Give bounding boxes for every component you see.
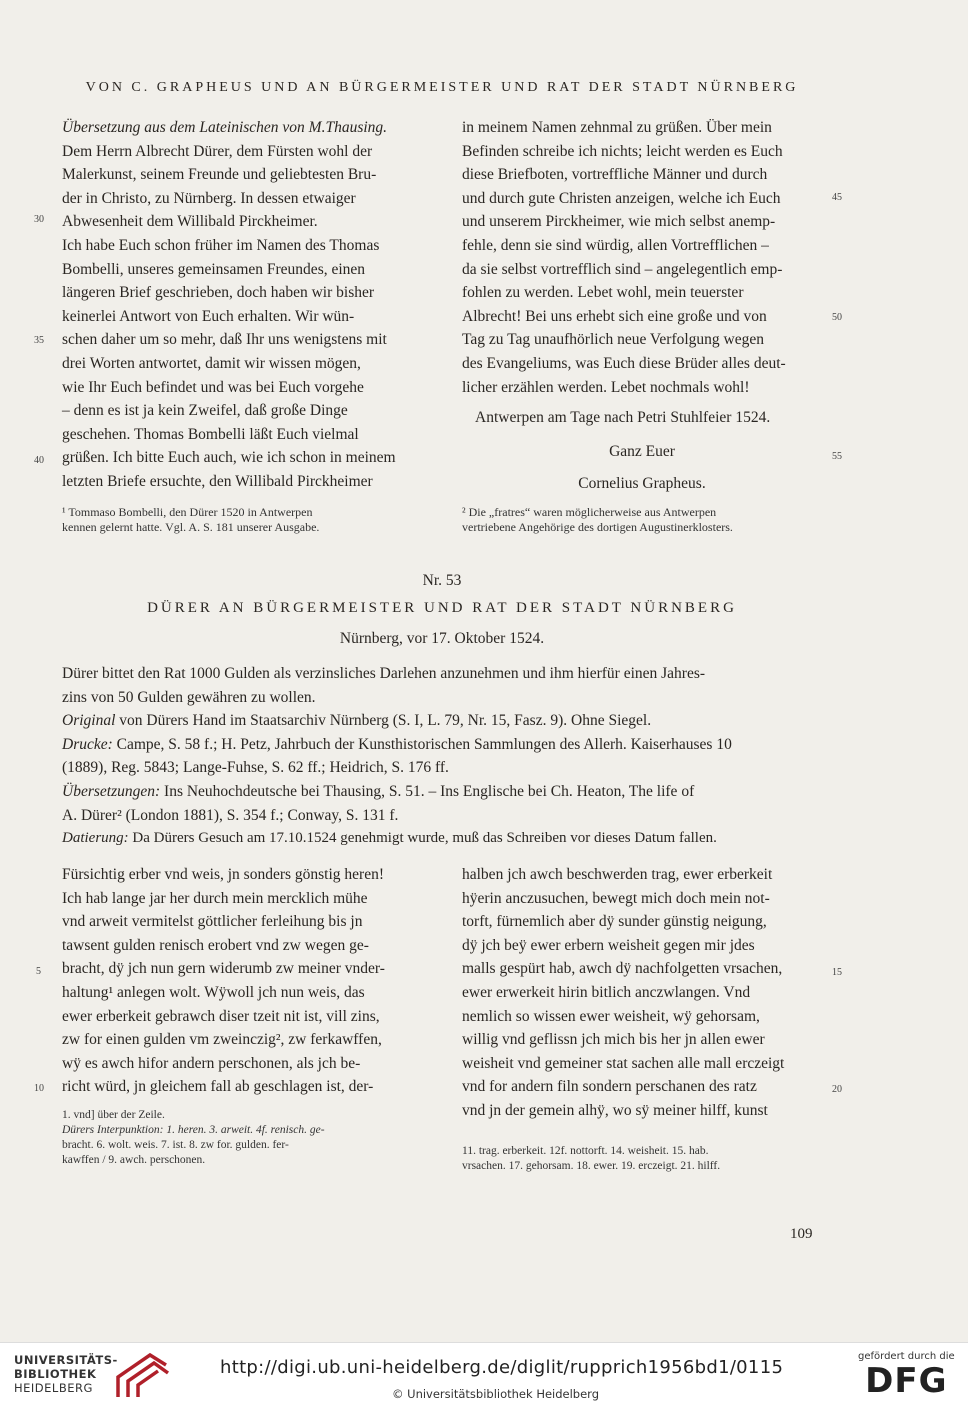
text-line: und unserem Pirckheimer, wie mich selbst anemp- xyxy=(462,213,776,231)
original-text: von Dürers Hand im Staatsarchiv Nürnberg (S. I, L. 79, Nr. 15, Fasz. 9). Ohne Siegel. xyxy=(115,712,652,730)
line-number: 30 xyxy=(34,214,44,225)
original-left-column xyxy=(62,863,420,1099)
library-logo[interactable] xyxy=(14,1353,118,1395)
text-line: malls gespürt hab, awch dÿ nachfolgetten vrsachen, xyxy=(462,960,783,978)
text-line: ewer erberkeit gebrawch diser tzeit nit ist, vill zins, xyxy=(62,1007,380,1025)
copyright-notice: © Universitätsbibliothek Heidelberg xyxy=(392,1387,600,1401)
text-line: nemlich so wissen ewer weisheit, wÿ gehorsam, xyxy=(462,1007,760,1025)
text-line: wie Ihr Euch befindet und was bei Euch vorgehe xyxy=(62,378,364,396)
text-line: und durch gute Christen anzeigen, welche ich Euch xyxy=(462,189,781,207)
drucke-line: (1889), Reg. 5843; Lange-Fuhse, S. 62 ff.; Heidrich, S. 176 ff. xyxy=(62,759,449,777)
text-line: tawsent gulden renisch erobert vnd zw wegen ge- xyxy=(62,936,369,954)
closing-date: Antwerpen am Tage nach Petri Stuhlfeier 1524. xyxy=(475,409,771,426)
apparatus-line: 1. vnd] über der Zeile. xyxy=(62,1109,165,1121)
datierung-line xyxy=(62,827,822,851)
line-number: 40 xyxy=(34,455,44,466)
text-line: letzten Briefe ersuchte, den Willibald Pirckheimer xyxy=(62,472,373,490)
text-line: Fürsichtig erber vnd weis, jn sonders gönstig heren! xyxy=(62,866,384,883)
uebers-line xyxy=(62,780,822,804)
text-line: weisheit vnd gemeiner stat sachen alle mall erczeigt xyxy=(462,1054,785,1072)
text-line: längeren Brief geschrieben, doch haben wir bisher xyxy=(62,284,375,302)
text-line: wÿ es awch hifor andern perschonen, als jch be- xyxy=(62,1054,361,1072)
uebers-line: A. Dürer² (London 1881), S. 354 f.; Conway, S. 131 f. xyxy=(62,806,399,824)
text-line: diese Briefboten, vortreffliche Männer und durch xyxy=(462,166,768,184)
text-line: licher erzählen werden. Lebet nochmals wohl! xyxy=(462,378,750,396)
uebers-text: Ins Neuhochdeutsche bei Thausing, S. 51. – Ins Englische bei Ch. Heaton, The life of xyxy=(160,782,695,800)
text-line: vnd jn der gemein alhÿ, wo sÿ meiner hilff, kunst xyxy=(462,1101,768,1119)
text-line: vnd arweit vermitelst göttlicher ferleihung bis jn xyxy=(62,913,363,931)
text-line: bracht, dÿ jch nun gern widerumb zw meiner vnder- xyxy=(62,960,385,978)
text-line: keinerlei Antwort von Euch erhalten. Wir wün- xyxy=(62,307,355,325)
apparatus-line: bracht. 6. wolt. weis. 7. ist. 8. zw for. gulden. fer- xyxy=(62,1139,289,1151)
letter-left-column xyxy=(62,116,420,494)
text-line: hÿerin anczusuchen, bewegt mich doch mein not- xyxy=(462,889,770,907)
text-line: fehle, denn sie sind würdig, allen Vortrefflichen – xyxy=(462,236,769,254)
original-right-column xyxy=(462,863,822,1123)
text-line: der in Christo, zu Nürnberg. In dessen etwaiger xyxy=(62,189,356,207)
section-date: Nürnberg, vor 17. Oktober 1524. xyxy=(339,630,545,647)
footnote-line: vertriebene Angehörige des dortigen Augustinerklosters. xyxy=(462,520,733,534)
datierung-text: Da Dürers Gesuch am 17.10.1524 genehmigt wurde, muß das Schreiben vor dieses Datum fallen. xyxy=(128,830,717,847)
apparatus-left xyxy=(62,1108,420,1168)
text-line: Abwesenheit dem Willibald Pirckheimer. xyxy=(62,213,318,231)
drucke-line xyxy=(62,733,822,757)
section-title: DÜRER AN BÜRGERMEISTER UND RAT DER STADT NÜRNBERG xyxy=(147,600,737,616)
text-line: grüßen. Ich bitte Euch auch, wie ich schon in meinem xyxy=(62,449,396,467)
text-line: torft, fürnemlich aber dÿ sunder günstig neigung, xyxy=(462,913,767,931)
text-line: dÿ jch beÿ ewer erbern weisheit gegen mir jdes xyxy=(462,936,755,954)
text-line: richt würd, jn gleichem fall ab geschlagen ist, der- xyxy=(62,1078,374,1096)
text-line: des Evangeliums, was Euch diese Brüder alles deut- xyxy=(462,354,786,372)
text-line: Befinden schreibe ich nichts; leicht werden es Euch xyxy=(462,142,783,160)
line-number: 15 xyxy=(832,967,842,978)
text-line: Albrecht! Bei uns erhebt sich eine große und von xyxy=(462,307,767,325)
dfg-logo[interactable] xyxy=(858,1351,955,1400)
text-line: – denn es ist ja kein Zweifel, daß große Dinge xyxy=(62,402,348,420)
line-number: 50 xyxy=(832,312,842,323)
letter-right-column xyxy=(462,116,822,399)
text-line: Dem Herrn Albrecht Dürer, dem Fürsten wohl der xyxy=(62,142,373,160)
dfg-logo-text: DFG xyxy=(865,1361,948,1401)
line-number: 10 xyxy=(34,1083,44,1094)
text-line: Ich hab lange jar her durch mein mercklich mühe xyxy=(62,889,368,907)
text-line: Tag zu Tag unaufhörlich neue Verfolgung wegen xyxy=(462,331,764,349)
translation-note: Übersetzung aus dem Lateinischen von M.Thausing. xyxy=(62,119,388,136)
library-name-line: BIBLIOTHEK xyxy=(14,1367,97,1381)
original-label: Original xyxy=(62,712,116,730)
line-number: 55 xyxy=(832,451,842,462)
section-abstract xyxy=(62,662,822,851)
footnote-line: ² Die „fratres“ waren möglicherweise aus Antwerpen xyxy=(462,505,717,519)
drucke-text: Campe, S. 58 f.; H. Petz, Jahrbuch der Kunsthistorischen Sammlungen des Allerh. Kaiserhauses 10 xyxy=(112,735,732,753)
datierung-label: Datierung: xyxy=(62,830,129,847)
text-line: in meinem Namen zehnmal zu grüßen. Über mein xyxy=(462,119,772,136)
closing-salutation: Ganz Euer xyxy=(609,443,675,460)
dfg-caption: gefördert durch die xyxy=(858,1351,955,1362)
text-line: schen daher um so mehr, daß Ihr uns wenigstens mit xyxy=(62,331,387,349)
original-line xyxy=(62,709,822,733)
footnote-line: kennen gelernt hatte. Vgl. A. S. 181 unserer Ausgabe. xyxy=(62,520,320,534)
line-number: 35 xyxy=(34,335,44,346)
text-line: Ich habe Euch schon früher im Namen des Thomas xyxy=(62,236,380,254)
page-number: 109 xyxy=(790,1226,813,1242)
text-line: ewer erwerkeit hirin bitlich anczwlangen. Vnd xyxy=(462,983,751,1001)
text-line: halben jch awch beschwerden trag, ewer erberkeit xyxy=(462,866,773,883)
permalink-url[interactable]: http://digi.ub.uni-heidelberg.de/diglit/rupprich1956bd1/0115 xyxy=(220,1357,784,1378)
apparatus-line: Dürers Interpunktion: 1. heren. 3. arweit. 4f. renisch. ge- xyxy=(62,1124,325,1136)
apparatus-line: 11. trag. erberkeit. 12f. nottorft. 14. weisheit. 15. hab. xyxy=(462,1145,709,1157)
text-line: vnd for andern filn sondern perschanen des ratz xyxy=(462,1078,757,1096)
drucke-label: Drucke: xyxy=(62,735,113,753)
text-line: zw for einen gulden vm zweinczig², zw ferkawffen, xyxy=(62,1031,382,1049)
text-line: willig vnd geflissn jch mich bis her jn allen ewer xyxy=(462,1031,765,1049)
apparatus-line: vrsachen. 17. gehorsam. 18. ewer. 19. erczeigt. 21. hilff. xyxy=(462,1160,721,1172)
digitization-footer xyxy=(0,1342,968,1413)
running-header: VON C. GRAPHEUS UND AN BÜRGERMEISTER UND RAT DER STADT NÜRNBERG xyxy=(85,80,799,95)
library-name-line: HEIDELBERG xyxy=(14,1381,93,1395)
summary-line: zins von 50 Gulden gewähren zu wollen. xyxy=(62,688,316,706)
apparatus-line: kawffen / 9. awch. perschonen. xyxy=(62,1154,206,1166)
closing-name: Cornelius Grapheus. xyxy=(578,475,706,492)
line-number: 5 xyxy=(36,966,41,977)
section-number: Nr. 53 xyxy=(422,572,462,589)
text-line: fohlen zu werden. Lebet wohl, mein teuerster xyxy=(462,284,744,302)
text-line: Bombelli, unseres gemeinsamen Freundes, einen xyxy=(62,260,366,278)
text-line: Malerkunst, seinem Freunde und geliebtesten Bru- xyxy=(62,166,377,184)
library-name-line: UNIVERSITÄTS- xyxy=(14,1353,118,1367)
text-line: da sie selbst vortrefflich sind – angelegentlich emp- xyxy=(462,260,783,278)
footnote-right xyxy=(462,505,822,535)
text-line: geschehen. Thomas Bombelli läßt Euch vielmal xyxy=(62,425,359,443)
footnote-line: ¹ Tommaso Bombelli, den Dürer 1520 in Antwerpen xyxy=(62,505,313,519)
uebers-label: Übersetzungen: xyxy=(62,782,161,800)
text-line: drei Worten antwortet, damit wir wissen mögen, xyxy=(62,354,361,372)
library-emblem-icon xyxy=(110,1349,180,1399)
summary-line: Dürer bittet den Rat 1000 Gulden als verzinsliches Darlehen anzunehmen und ihm hierfür einen Jahres- xyxy=(62,665,706,682)
line-number: 20 xyxy=(832,1084,842,1095)
text-line: haltung¹ anlegen wolt. Wÿwoll jch nun weis, das xyxy=(62,983,365,1001)
apparatus-right xyxy=(462,1144,822,1174)
line-number: 45 xyxy=(832,192,842,203)
footnote-left xyxy=(62,505,420,535)
